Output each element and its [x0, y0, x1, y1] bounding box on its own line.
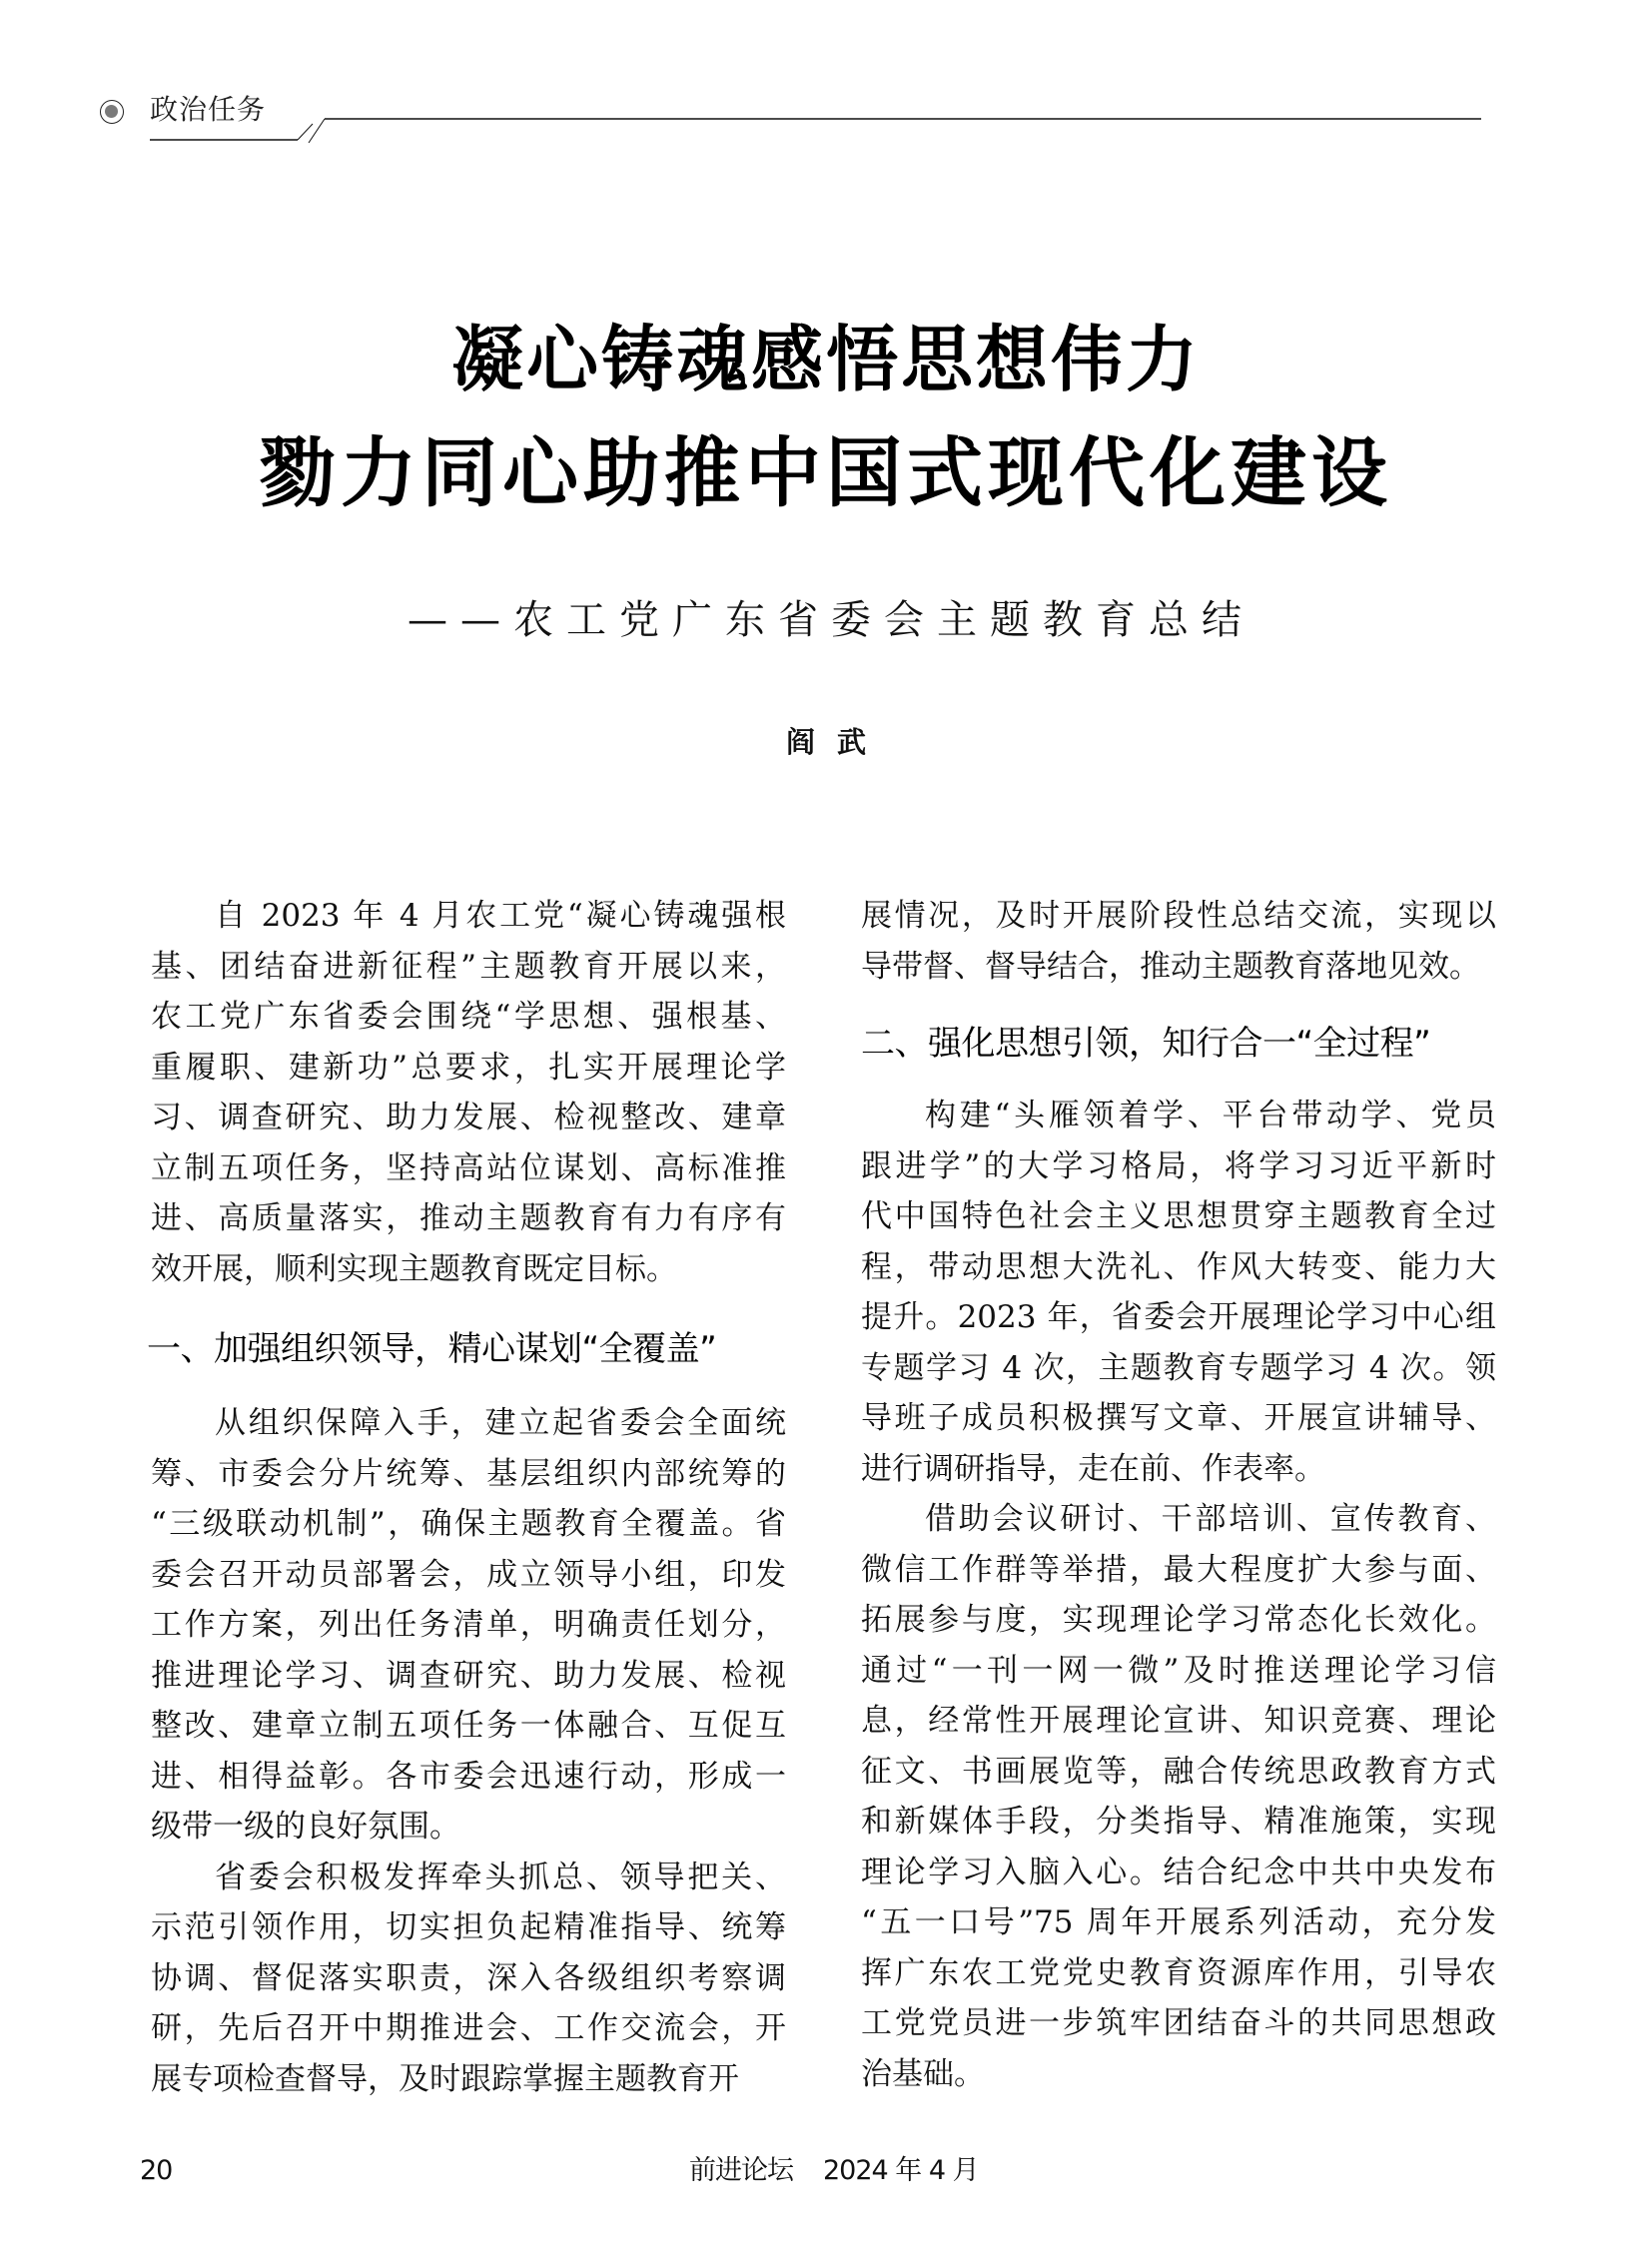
text-line: 工党党员进一步筑牢团结奋斗的共同思想政 [861, 2005, 1496, 2041]
text-line: “三级联动机制”，确保主题教育全覆盖。省 [151, 1506, 786, 1542]
section-heading: 二、强化思想引领，知行合一“全过程” [861, 1024, 1431, 1064]
text-line: 研，先后召开中期推进会、工作交流会，开 [151, 2010, 786, 2046]
text-line: 整改、建章立制五项任务一体融合、互促互 [151, 1708, 786, 1744]
text-line: 拓展参与度，实现理论学习常态化长效化。 [861, 1602, 1496, 1638]
text-line: 提升。2023 年，省委会开展理论学习中心组 [861, 1299, 1496, 1335]
text-line: 专题学习 4 次，主题教育专题学习 4 次。领 [861, 1349, 1496, 1386]
text-line: 借助会议研讨、干部培训、宣传教育、 [925, 1501, 1496, 1537]
text-line: 进、相得益彰。各市委会迅速行动，形成一 [151, 1758, 786, 1795]
text-line: 跟进学”的大学习格局，将学习习近平新时 [861, 1147, 1496, 1184]
paragraph [861, 1091, 1496, 1494]
text-line: 级带一级的良好氛围。 [151, 1809, 460, 1845]
target-circle-icon [100, 100, 124, 124]
article-subtitle: ——农工党广东省委会主题教育总结 [408, 597, 1254, 643]
paragraph [151, 891, 786, 1294]
text-line: 和新媒体手段，分类指导、精准施策，实现 [861, 1804, 1496, 1840]
article-title-line-1: 凝心铸魂感悟思想伟力 [450, 318, 1201, 401]
text-line: 程，带动思想大洗礼、作风大转变、能力大 [861, 1248, 1496, 1285]
text-line: 通过“一刊一网一微”及时推送理论学习信 [861, 1652, 1496, 1689]
text-line: “五一口号”75 周年开展系列活动，充分发 [861, 1904, 1496, 1940]
article-title-line-2: 勠力同心助推中国式现代化建设 [260, 428, 1392, 517]
text-line: 省委会积极发挥牵头抓总、领导把关、 [215, 1859, 786, 1895]
text-line: 代中国特色社会主义思想贯穿主题教育全过 [861, 1198, 1496, 1234]
paragraph-continuation [861, 891, 1496, 992]
text-line: 导带督、督导结合，推动主题教育落地见效。 [861, 948, 1480, 985]
section-label: 政治任务 [150, 93, 267, 126]
header-rule-slash-2 [309, 119, 325, 143]
text-line: 效开展，顺利实现主题教育既定目标。 [151, 1250, 677, 1287]
text-line: 进、高质量落实，推动主题教育有力有序有 [151, 1200, 786, 1236]
text-line: 工作方案，列出任务清单，明确责任划分， [151, 1607, 786, 1643]
header-rule-slash-1 [298, 124, 313, 140]
page-number: 20 [140, 2155, 173, 2186]
text-line: 息，经常性开展理论宣讲、知识竞赛、理论 [861, 1703, 1496, 1739]
magazine-name: 前进论坛 [689, 2155, 793, 2186]
text-line: 征文、书画展览等，融合传统思政教育方式 [861, 1753, 1496, 1790]
text-line: 进行调研指导，走在前、作表率。 [861, 1450, 1325, 1487]
text-line: 构建“头雁领着学、平台带动学、党员 [925, 1098, 1496, 1133]
text-line: 立制五项任务，坚持高站位谋划、高标准推 [151, 1149, 786, 1186]
header-rule [148, 110, 1486, 150]
text-line: 治基础。 [861, 2055, 985, 2092]
text-line: 导班子成员积极撰写文章、开展宣讲辅导、 [861, 1400, 1496, 1436]
text-line: 挥广东农工党党史教育资源库作用，引导农 [861, 1954, 1496, 1991]
section-heading: 一、加强组织领导，精心谋划“全覆盖” [147, 1329, 717, 1369]
text-line: 重履职、建新功”总要求，扎实开展理论学 [151, 1049, 786, 1086]
text-line: 基、团结奋进新征程”主题教育开展以来， [151, 948, 786, 985]
text-line: 理论学习入脑入心。结合纪念中共中央发布 [861, 1854, 1496, 1890]
text-line: 筹、市委会分片统筹、基层组织内部统筹的 [151, 1455, 786, 1492]
right-column [861, 891, 1496, 2099]
text-line: 农工党广东省委会围绕“学思想、强根基、 [151, 999, 786, 1035]
text-line: 自 2023 年 4 月农工党“凝心铸魂强根 [215, 898, 786, 934]
text-line: 习、调查研究、助力发展、检视整改、建章 [151, 1100, 786, 1135]
text-line: 从组织保障入手，建立起省委会全面统 [215, 1405, 786, 1441]
paragraph [861, 1494, 1496, 2099]
text-line: 委会召开动员部署会，成立领导小组，印发 [151, 1556, 786, 1593]
text-line: 展情况，及时开展阶段性总结交流，实现以 [861, 898, 1496, 934]
text-line: 示范引领作用，切实担负起精准指导、统筹 [151, 1909, 786, 1945]
paragraph [151, 1853, 786, 2105]
text-line: 微信工作群等举措，最大程度扩大参与面、 [861, 1551, 1496, 1588]
author-name: 阎武 [785, 725, 888, 759]
text-line: 展专项检查督导，及时跟踪掌握主题教育开 [151, 2060, 739, 2097]
paragraph [151, 1398, 786, 1853]
text-line: 推进理论学习、调查研究、助力发展、检视 [151, 1657, 786, 1694]
issue-date: 2024 年 4 月 [823, 2155, 979, 2186]
left-column [147, 891, 786, 2104]
text-line: 协调、督促落实职责，深入各级组织考察调 [151, 1959, 786, 1996]
